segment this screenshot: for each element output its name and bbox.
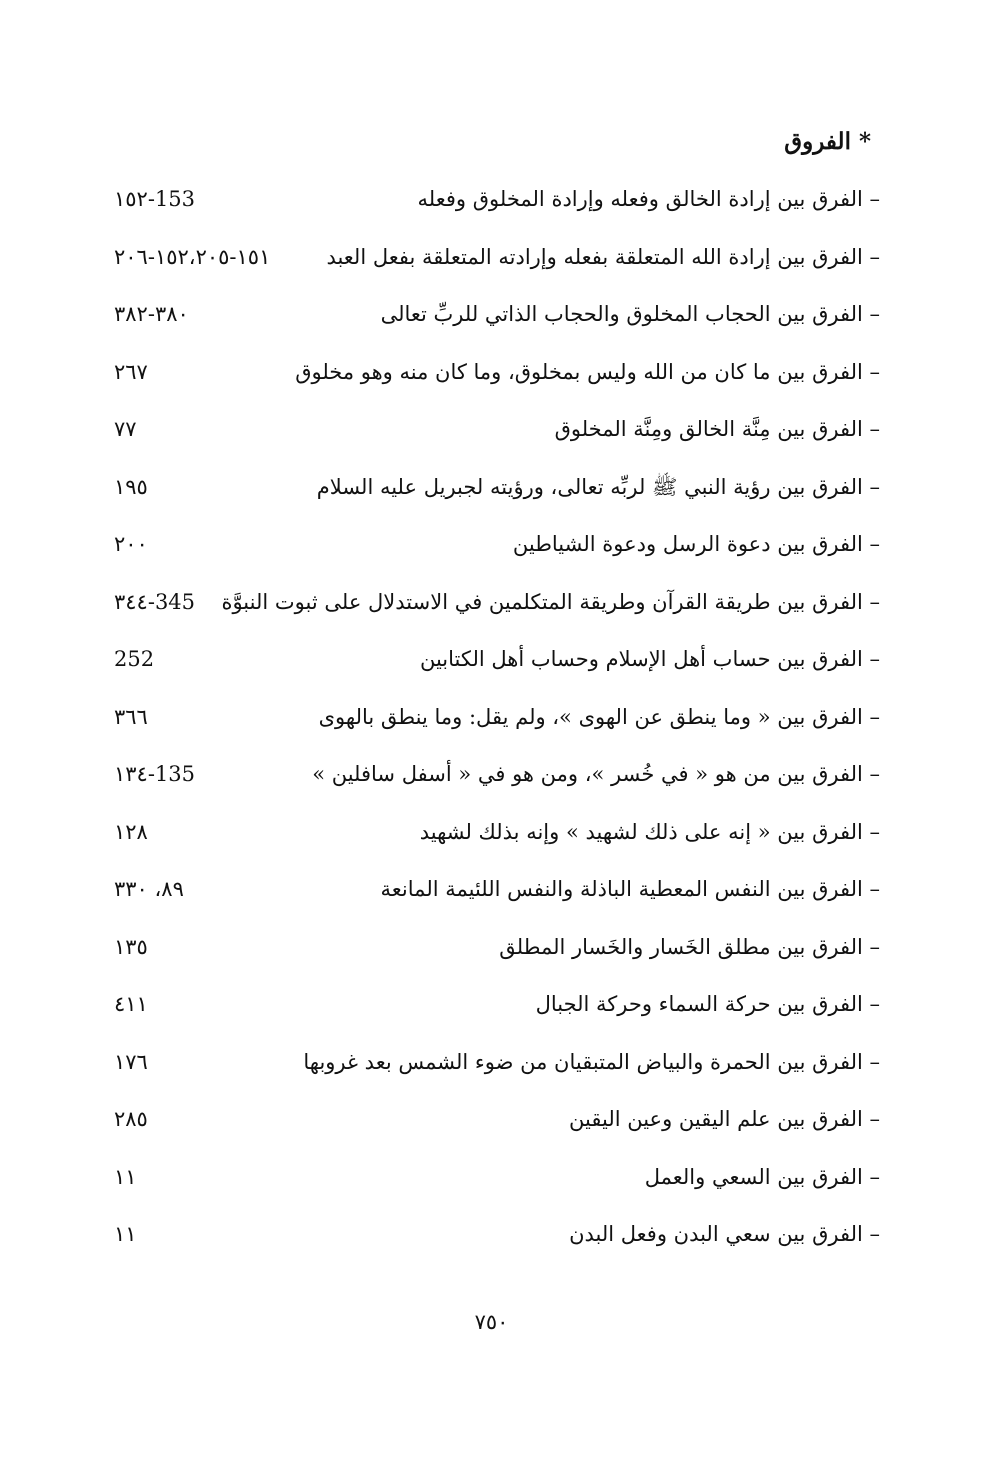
entry-text: – الفرق بين إرادة الله المتعلقة بفعله وإرادته المتعلقة بفعل العبد bbox=[326, 244, 880, 269]
entry-pages: ١٢٨ bbox=[114, 819, 148, 844]
entry-text: – الفرق بين حساب أهل الإسلام وحساب أهل الكتابين bbox=[419, 647, 880, 671]
entry-text: – الفرق بين طريقة القرآن وطريقة المتكلمين في الاستدلال على ثبوت النبوَّة bbox=[221, 589, 880, 614]
entry-pages: ١١ bbox=[114, 1164, 137, 1189]
index-entry bbox=[100, 239, 880, 297]
entry-text: – الفرق بين مِنَّة الخالق ومِنَّة المخلوق bbox=[554, 417, 880, 441]
index-entry bbox=[100, 871, 880, 929]
index-entry bbox=[100, 469, 880, 527]
entry-text: – الفرق بين حركة السماء وحركة الجبال bbox=[535, 992, 880, 1016]
entry-text: – الفرق بين « وما ينطق عن الهوى »، ولم يقل: وما ينطق بالهوى bbox=[318, 704, 880, 729]
index-entry bbox=[100, 814, 880, 872]
entry-text: – الفرق بين مطلق الخَسار والخَسار المطلق bbox=[499, 934, 880, 959]
index-entry bbox=[100, 929, 880, 987]
entry-pages: ١١ bbox=[114, 1222, 137, 1246]
index-entry bbox=[100, 296, 880, 354]
entry-text: – الفرق بين الحجاب المخلوق والحجاب الذاتي للربِّ تعالى bbox=[380, 302, 880, 326]
index-entry bbox=[100, 1044, 880, 1102]
entry-pages: ٢٠٠ bbox=[114, 532, 148, 556]
entry-pages: ١٥١-١٥٢،٢٠٥-٢٠٦ bbox=[114, 244, 271, 269]
section-title: * الفروق bbox=[784, 128, 871, 155]
page-number: ٧٥٠ bbox=[474, 1310, 509, 1334]
entry-text: – الفرق بين « إنه على ذلك لشهيد » وإنه بذلك لشهيد bbox=[419, 819, 880, 844]
entry-text: – الفرق بين من هو « في خُسر »، ومن هو في « أسفل سافلين » bbox=[312, 762, 880, 786]
index-entry bbox=[100, 1101, 880, 1159]
entry-text: – الفرق بين رؤية النبي ﷺ لربِّه تعالى، ورؤيته لجبريل عليه السلام bbox=[316, 474, 880, 499]
index-entry bbox=[100, 641, 880, 699]
index-entries bbox=[100, 181, 880, 1274]
entry-pages: ١٩٥ bbox=[114, 474, 148, 499]
entry-text: – الفرق بين السعي والعمل bbox=[644, 1164, 880, 1189]
entry-pages: ٣٦٦ bbox=[114, 704, 148, 729]
index-entry bbox=[100, 1216, 880, 1274]
entry-text: – الفرق بين علم اليقين وعين اليقين bbox=[569, 1107, 880, 1131]
entry-text: – الفرق بين ما كان من الله وليس بمخلوق، وما كان منه وهو مخلوق bbox=[295, 359, 880, 384]
entry-pages: ١٧٦ bbox=[114, 1049, 148, 1074]
entry-pages: ١٣٥ bbox=[114, 934, 148, 959]
index-entry bbox=[100, 411, 880, 469]
entry-pages: ٤١١ bbox=[114, 992, 148, 1016]
entry-text: – الفرق بين سعي البدن وفعل البدن bbox=[569, 1222, 880, 1246]
index-entry bbox=[100, 354, 880, 412]
index-entry bbox=[100, 699, 880, 757]
entry-text: – الفرق بين الحمرة والبياض المتبقيان من ضوء الشمس بعد غروبها bbox=[303, 1049, 880, 1074]
entry-text: – الفرق بين إرادة الخالق وفعله وإرادة المخلوق وفعله bbox=[417, 187, 880, 211]
entry-pages: ٣٨٠-٣٨٢ bbox=[114, 302, 189, 326]
entry-text: – الفرق بين دعوة الرسل ودعوة الشياطين bbox=[512, 532, 880, 556]
index-entry bbox=[100, 986, 880, 1044]
entry-pages: ٨٩، ٣٣٠ bbox=[114, 877, 184, 901]
index-entry bbox=[100, 1159, 880, 1217]
entry-pages: ١٥٢-153 bbox=[114, 187, 196, 211]
entry-pages: ٢٦٧ bbox=[114, 359, 148, 384]
entry-pages: 252 bbox=[114, 647, 155, 671]
entry-pages: ٣٤٤-345 bbox=[114, 589, 196, 614]
index-entry bbox=[100, 584, 880, 642]
entry-text: – الفرق بين النفس المعطية الباذلة والنفس اللئيمة المانعة bbox=[380, 877, 880, 901]
entry-pages: ٧٧ bbox=[114, 417, 137, 441]
index-entry bbox=[100, 526, 880, 584]
index-entry bbox=[100, 756, 880, 814]
entry-pages: ٢٨٥ bbox=[114, 1107, 148, 1131]
index-entry bbox=[100, 181, 880, 239]
entry-pages: ١٣٤-135 bbox=[114, 762, 196, 786]
